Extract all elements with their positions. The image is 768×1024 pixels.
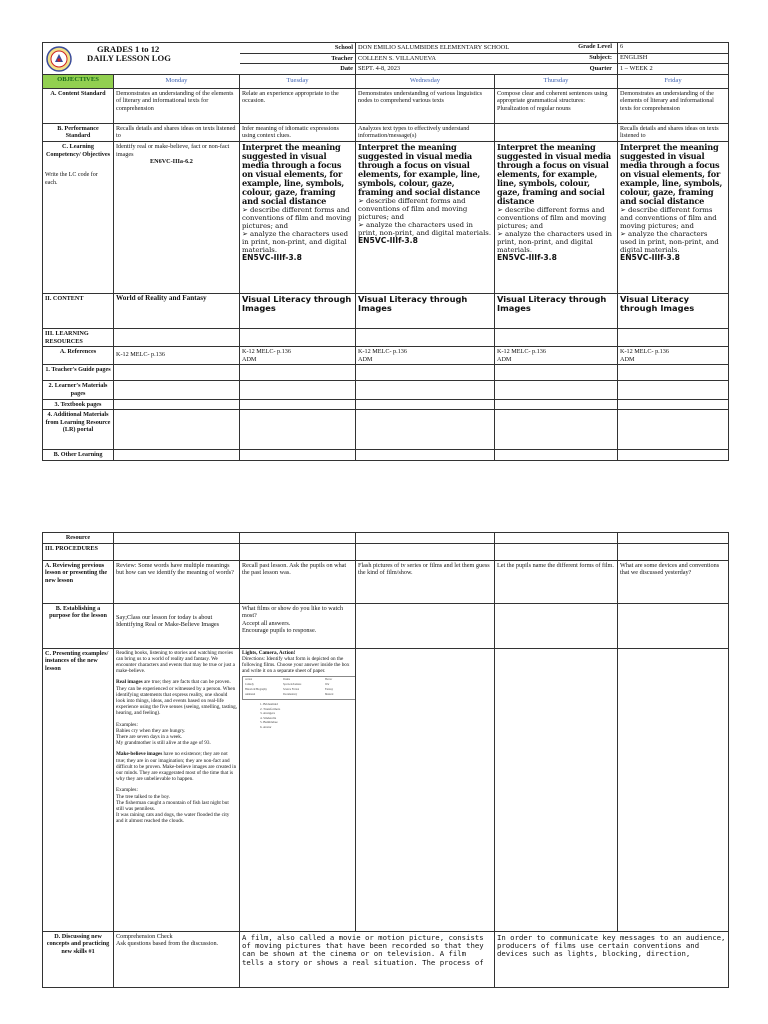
content-standard-mon: Demonstrates an understanding of the elements of literary and informational texts for comprehension	[114, 88, 240, 123]
references-mon: K-12 MELC- p.136	[114, 347, 240, 365]
presenting-make-believe	[116, 751, 237, 782]
date-value: SEPT. 4-8, 2023	[356, 64, 618, 75]
friday-header: Friday	[618, 74, 729, 88]
form-word: War	[325, 683, 330, 687]
grade-label: Grade Level	[578, 43, 612, 50]
competency-tue	[240, 141, 356, 293]
competency-fri	[618, 141, 729, 293]
competency-wed-bullet2: ➢ analyze the characters used in print, non-print, and digital materials.	[358, 220, 492, 237]
references-thu	[495, 347, 618, 365]
discussing-mon-check: Comprehension Check	[116, 932, 173, 940]
performance-standard-mon: Recalls details and shares ideas on texts listened to	[114, 123, 240, 141]
answer-blank: 5. Bumblebee	[260, 720, 278, 725]
content-mon: World of Reality and Fantasy	[114, 293, 240, 328]
teachers-guide-label: 1. Teacher's Guide pages	[43, 365, 114, 381]
procedures-label: III. PROCEDURES	[43, 543, 114, 560]
school-value: DON EMILIO SALUMBIDES ELEMENTARY SCHOOL	[356, 43, 618, 54]
presenting-tue-head: Lights, Camera, Action!	[242, 649, 296, 656]
example-mb-2: The fisherman caught a mountain of fish last night but still was penniless.	[116, 799, 229, 813]
answer-blank: 2. Transformers	[260, 706, 281, 711]
procedures-table	[42, 532, 729, 988]
competency-wed-code: EN5VC-IIIf-3.8	[358, 235, 418, 245]
form-word: Comedy	[245, 683, 254, 687]
competency-thu	[495, 141, 618, 293]
other-learning-resource-label: Resource	[43, 533, 114, 544]
presenting-label: C. Presenting examples/ instances of the new lesson	[43, 648, 114, 931]
references-tue-adm: ADM	[242, 355, 257, 363]
additional-materials-label: 4. Additional Materials from Learning Resource (LR) portal	[43, 410, 114, 450]
other-learning-label: B. Other Learning	[43, 450, 114, 461]
competency-thu-bullet1: ➢ describe different forms and conventions of film and moving pictures; and	[497, 205, 607, 230]
answer-blank: 3. Avengers	[260, 711, 275, 716]
references-fri-adm: ADM	[620, 355, 635, 363]
content-standard-wed: Demonstrates understanding of various linguistics nodes to comprehend various texts	[356, 88, 495, 123]
answer-blank: 4. Sinderella	[260, 715, 277, 720]
right-header-block	[497, 42, 728, 75]
page-two	[0, 470, 768, 1024]
references-tue	[240, 347, 356, 365]
purpose-tue-encourage: Encourage pupils to response.	[242, 627, 317, 635]
competency-thu-bullet2: ➢ analyze the characters used in print, non-print, and digital materials.	[497, 229, 612, 254]
references-fri-melc: K-12 MELC- p.136	[620, 348, 669, 356]
title-line1: GRADES 1 to 12	[97, 44, 160, 54]
answer-blanks	[242, 702, 353, 729]
reviewing-fri: What are some devices and conventions that we discussed yesterday?	[618, 560, 729, 603]
teacher-label: Teacher	[240, 53, 356, 64]
reviewing-label: A. Reviewing previous lesson or presenting the new lesson	[43, 560, 114, 603]
content-standard-fri: Demonstrates an understanding of the elements of literary and informational texts for comprehension	[618, 88, 729, 123]
form-word: Fantasy	[325, 688, 334, 692]
monday-header: Monday	[114, 74, 240, 88]
textbook-pages-label: 3. Textbook pages	[43, 399, 114, 410]
competency-tue-code: EN5VC-IIIf-3.8	[242, 252, 302, 262]
real-images-text: are true; they are facts that can be proven. They can be experienced or witnessed by a person. When identifying statements that express reality, one should look into things, ideas, and events based on real-life experience using the five senses (seeing, smelling, tasting, hearing, and feeling).	[116, 679, 238, 717]
performance-standard-tue: Infer meaning of idiomatic expressions using context clues.	[240, 123, 356, 141]
purpose-mon: Say;Class our lesson for today is about Identifying Real or Make-Believe Images	[114, 603, 240, 648]
tuesday-header: Tuesday	[240, 74, 356, 88]
content-standard-label: A. Content Standard	[43, 88, 114, 123]
references-wed	[356, 347, 495, 365]
title-block	[43, 43, 240, 75]
reviewing-wed: Flash pictures of tv series or films and let them guess the kind of film/show.	[356, 560, 495, 603]
form-word: Action	[245, 678, 253, 682]
competency-thu-code: EN5VC-IIIf-3.8	[497, 252, 557, 262]
content-thu: Visual Literacy through Images	[495, 293, 618, 328]
content-standard-tue: Relate an experience appropriate to the occasion.	[240, 88, 356, 123]
form-word: Documentary	[283, 693, 298, 697]
presenting-real	[116, 679, 237, 716]
competency-fri-bullet1: ➢ describe different forms and conventions of film and moving pictures; and	[620, 205, 717, 230]
lesson-log-table	[42, 42, 729, 461]
purpose-tue-question: What films or show do you like to watch most?	[242, 604, 344, 620]
presenting-intro: Reading books, listening to stories and watching movies can bring us to a world of reality and fantasy. We encounter characters and events that may be true or just a make-believe.	[116, 649, 235, 675]
competency-label-cell	[43, 141, 114, 293]
example-real-3: My grandmother is still alive at the age of 93.	[116, 740, 211, 747]
competency-mon	[114, 141, 240, 293]
form-word: Drama	[283, 678, 291, 682]
performance-standard-label: B. Performance Standard	[43, 123, 114, 141]
content-standard-thu: Compose clear and coherent sentences using appropriate grammatical structures: Pluralization of regular nouns	[495, 88, 618, 123]
quarter-value: 1 – WEEK 2	[620, 65, 653, 72]
title-line2: DAILY LESSON LOG	[87, 53, 171, 64]
discussing-mon	[114, 931, 240, 987]
competency-fri-bullet2: ➢ analyze the characters used in print, non-print, and digital materials.	[620, 229, 719, 254]
school-label: School	[240, 43, 356, 54]
performance-standard-fri: Recalls details and shares ideas on texts listened to	[618, 123, 729, 141]
thursday-header: Thursday	[495, 74, 618, 88]
teacher-value: COLLEEN S. VILLANUEVA	[356, 53, 618, 64]
competency-note: Write the LC code for each.	[45, 172, 98, 186]
discussing-tue: A film, also called a movie or motion picture, consists of moving pictures that have been recorded so that they can be shown at the cinema or on television. A film tells a story or shows a real situation. The process of	[240, 931, 495, 987]
competency-mon-text: Identify real or make-believe, fact or non-fact images	[116, 142, 230, 158]
form-word: Science Fiction	[283, 688, 300, 692]
purpose-tue	[240, 603, 356, 648]
references-wed-adm: ADM	[358, 355, 373, 363]
reviewing-thu: Let the pupils name the different forms of film.	[495, 560, 618, 603]
make-believe-text: have no existence; they are not true; they are in our imagination; they are non-fact and difficult to be proven. Make-believe images are created in our minds. They are exaggerated most of the time that is why they are unbelievable to happen.	[116, 751, 237, 783]
form-word: Musical	[325, 693, 334, 697]
content-label: II. CONTENT	[43, 293, 114, 328]
presenting-tue-directions: Directions: Identify what form is depicted on the following films. Choose your answer inside the box and write it on a separate sheet of paper.	[242, 655, 350, 675]
grade-value: 6	[620, 43, 624, 50]
content-wed: Visual Literacy through Images	[356, 293, 495, 328]
competency-mon-code: EN6VC-IIIa-6.2	[150, 158, 193, 166]
form-word: Horror	[325, 678, 333, 682]
competency-fri-code: EN5VC-IIIf-3.8	[620, 252, 680, 262]
example-real-1: Babies cry when they are hungry.	[116, 727, 186, 734]
purpose-label: B. Establishing a purpose for the lesson	[43, 603, 114, 648]
discussing-mon-ask: Ask questions based from the discussion.	[116, 940, 219, 948]
competency-wed	[356, 141, 495, 293]
competency-thu-lead: Interpret the meaning suggested in visual media through a focus on visual elements, for example, line, symbols, colour, gaze, framing and social distance	[497, 141, 612, 206]
form-word: Animated	[245, 693, 256, 697]
competency-tue-bullet1: ➢ describe different forms and conventions of film and moving pictures; and	[242, 205, 352, 230]
example-real-2: There are seven days in a week.	[116, 734, 183, 741]
reviewing-tue: Recall past lesson. Ask the pupils on what the past lesson was.	[240, 560, 356, 603]
resources-label: III. LEARNING RESOURCES	[43, 328, 114, 346]
answer-blank: 6. Avatar	[260, 724, 272, 729]
competency-wed-lead: Interpret the meaning suggested in visual media through a focus on visual elements, for example, line, symbols, colour, gaze, framing and social distance	[358, 141, 481, 197]
discussing-label: D. Discussing new concepts and practicing new skills #1	[43, 931, 114, 987]
purpose-tue-accept: Accept all answers.	[242, 619, 291, 627]
performance-standard-thu	[495, 123, 618, 141]
form-word: Historical/Biography	[245, 688, 267, 692]
date-label: Date	[240, 64, 356, 75]
performance-standard-wed: Analyzes text types to effectively understand information/message(s)	[356, 123, 495, 141]
discussing-thu: In order to communicate key messages to an audience, producers of films use certain conventions and devices such as lights, blocking, direction,	[495, 931, 729, 987]
content-tue: Visual Literacy through Images	[240, 293, 356, 328]
competency-tue-lead: Interpret the meaning suggested in visual media through a focus on visual elements, for example, line, symbols, colour, gaze, framing and social distance	[242, 141, 345, 206]
content-fri: Visual Literacy through Images	[618, 293, 729, 328]
references-label: A. References	[43, 347, 114, 365]
subject-label: Subject:	[589, 54, 612, 61]
reviewing-mon: Review: Some words have multiple meanings but how can we identify the meaning of words?	[114, 560, 240, 603]
competency-wed-bullet1: ➢ describe different forms and conventions of film and moving pictures; and	[358, 196, 468, 221]
examples-mb-head: Examples:	[116, 787, 138, 794]
competency-fri-lead: Interpret the meaning suggested in visual media through a focus on visual elements, for example, line, symbols, colour, gaze, framing and social distance	[620, 141, 723, 206]
objectives-header: OBJECTIVES	[43, 74, 114, 88]
film-forms-box	[242, 676, 356, 700]
references-fri	[618, 347, 729, 365]
references-thu-melc: K-12 MELC- p.136	[497, 348, 546, 356]
wednesday-header: Wednesday	[356, 74, 495, 88]
form-word: Sports/Adventure	[283, 683, 302, 687]
presenting-mon	[114, 648, 240, 931]
example-mb-1: The tree talked to the boy.	[116, 793, 171, 800]
references-tue-melc: K-12 MELC- p.136	[242, 348, 291, 356]
quarter-label: Quarter	[589, 65, 612, 72]
example-mb-3: It was raining cats and dogs, the water flooded the city and it almost reached the clouds.	[116, 812, 230, 825]
answer-blank: 1. Bridesmaid	[260, 702, 278, 707]
references-thu-adm: ADM	[497, 355, 512, 363]
presenting-tue	[240, 648, 356, 931]
competency-tue-bullet2: ➢ analyze the characters used in print, non-print, and digital materials.	[242, 229, 349, 254]
real-images-head: Real images	[116, 679, 143, 686]
subject-value: ENGLISH	[620, 54, 648, 61]
examples-real-head: Examples:	[116, 721, 138, 728]
learners-materials-label: 2. Learner's Materials pages	[43, 381, 114, 399]
competency-label: C. Learning Competency/ Objectives	[45, 142, 111, 158]
make-believe-head: Make-believe images	[116, 751, 163, 758]
references-wed-melc: K-12 MELC- p.136	[358, 348, 407, 356]
